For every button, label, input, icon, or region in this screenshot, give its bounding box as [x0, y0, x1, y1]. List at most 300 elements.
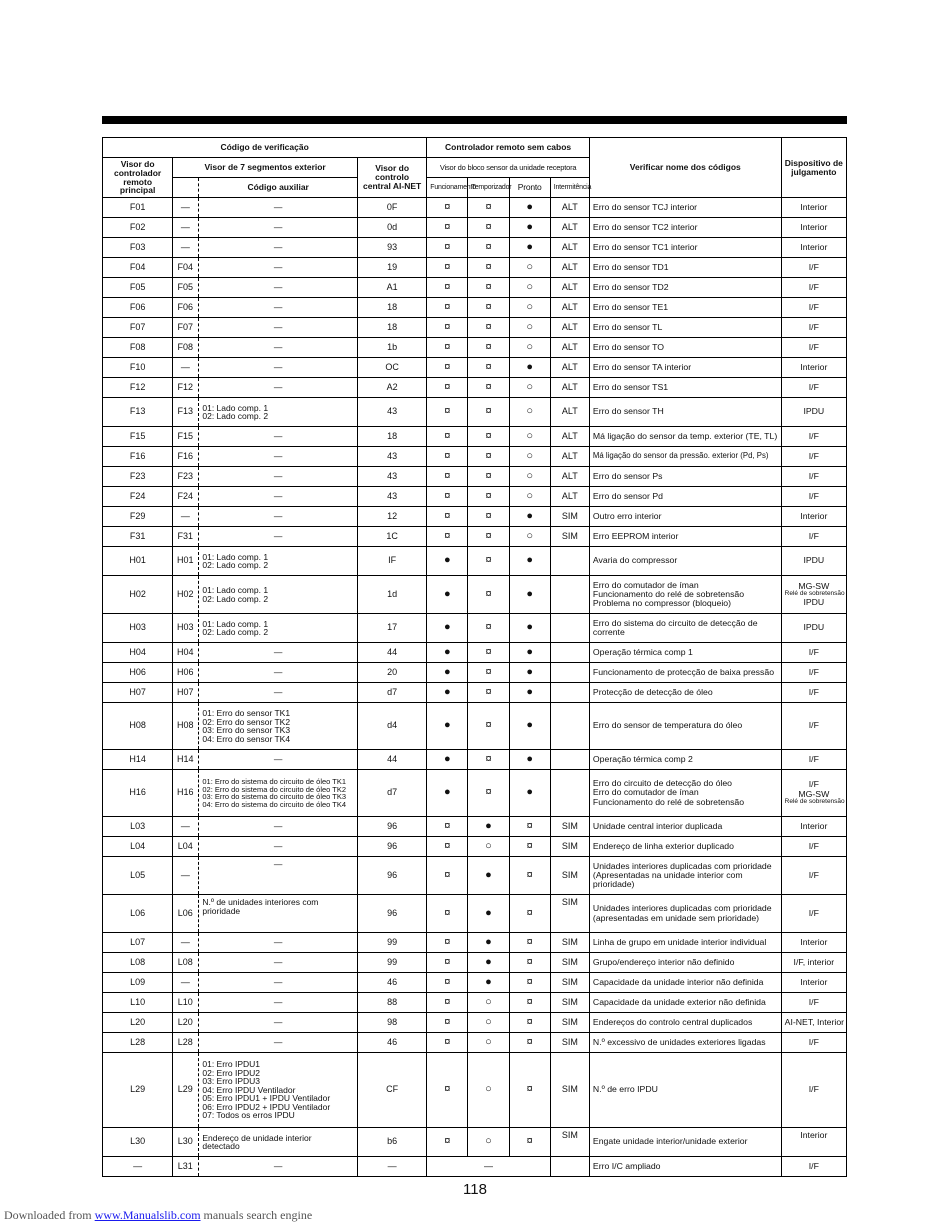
segment-code: L04: [173, 837, 199, 857]
op-lamp: [427, 338, 468, 358]
table-row: [103, 770, 847, 817]
table-row: [103, 837, 847, 857]
ainet-code: 12: [357, 507, 426, 527]
ainet-code: 1b: [357, 338, 426, 358]
segment-code: F13: [173, 398, 199, 427]
flash-lamp-icon: ¤: [526, 1035, 533, 1048]
flash-lamp-icon: ¤: [444, 839, 451, 852]
aux-code: [199, 198, 358, 218]
judge-device: [781, 358, 846, 378]
filled-circle-icon: ●: [526, 220, 533, 233]
table-row: [103, 973, 847, 993]
op-lamp: [427, 973, 468, 993]
ainet-code: 96: [357, 837, 426, 857]
download-prefix: Downloaded from: [4, 1208, 95, 1222]
check-code-name: [589, 933, 781, 953]
aux-code: [199, 614, 358, 643]
aux-code: [199, 1128, 358, 1157]
judge-device-line: Interior: [800, 1130, 828, 1140]
timer-lamp: [468, 547, 509, 576]
check-code-name: [589, 467, 781, 487]
op-lamp: [427, 238, 468, 258]
judge-device: [781, 895, 846, 933]
check-code-name: [589, 683, 781, 703]
ready-lamp: [509, 1128, 550, 1157]
timer-lamp: [468, 278, 509, 298]
header-seg7: Visor de 7 segmentos exterior: [173, 158, 358, 178]
manualslib-link[interactable]: www.Manualslib.com: [94, 1208, 201, 1222]
ainet-code: 18: [357, 318, 426, 338]
ainet-code: A2: [357, 378, 426, 398]
timer-lamp: [468, 258, 509, 278]
timer-lamp: [468, 298, 509, 318]
flash-mode: ALT: [550, 487, 589, 507]
aux-code-line: 01: Erro IPDU1: [202, 1059, 260, 1070]
segment-code: —: [173, 238, 199, 258]
flash-mode: ALT: [550, 398, 589, 427]
ainet-code: 18: [357, 298, 426, 318]
flash-lamp-icon: ¤: [526, 819, 533, 832]
filled-circle-icon: ●: [444, 621, 451, 634]
judge-device-line: I/F: [808, 1160, 819, 1171]
aux-code: [199, 427, 358, 447]
op-lamp: [427, 298, 468, 318]
segment-code: H07: [173, 683, 199, 703]
op-lamp: [427, 447, 468, 467]
timer-lamp: [468, 837, 509, 857]
main-remote-code: F01: [103, 198, 173, 218]
op-lamp: [427, 663, 468, 683]
op-lamp: [427, 1013, 468, 1033]
ready-lamp: [509, 427, 550, 447]
aux-code-line: —: [273, 362, 283, 373]
op-lamp: [427, 576, 468, 614]
flash-lamp-icon: ¤: [444, 260, 451, 273]
flash-lamp-icon: ¤: [485, 260, 492, 273]
table-row: [103, 467, 847, 487]
check-code-name-line: Erro do sensor Ps: [592, 470, 663, 481]
ainet-code: 0F: [357, 198, 426, 218]
segment-code: F05: [173, 278, 199, 298]
ainet-code: 19: [357, 258, 426, 278]
segment-code: F31: [173, 527, 199, 547]
timer-lamp: [468, 1013, 509, 1033]
timer-lamp: [468, 507, 509, 527]
aux-code-line: —: [273, 342, 283, 353]
flash-lamp-icon: ¤: [444, 340, 451, 353]
filled-circle-icon: ●: [444, 665, 451, 678]
aux-code-line: —: [273, 451, 283, 462]
header-ready: Pronto: [509, 178, 550, 198]
flash-lamp-icon: ¤: [444, 1015, 451, 1028]
judge-device: [781, 1013, 846, 1033]
flash-lamp-icon: ¤: [444, 380, 451, 393]
flash-lamp-icon: ¤: [485, 380, 492, 393]
aux-code-line: 06: Erro IPDU2 + IPDU Ventilador: [202, 1101, 331, 1112]
filled-circle-icon: ●: [526, 752, 533, 765]
timer-lamp: [468, 198, 509, 218]
filled-circle-icon: ●: [526, 645, 533, 658]
filled-circle-icon: ●: [485, 935, 492, 948]
judge-device: [781, 238, 846, 258]
judge-device-line: Interior: [800, 510, 828, 521]
timer-lamp: [468, 238, 509, 258]
flash-lamp-icon: ¤: [444, 469, 451, 482]
hollow-circle-icon: ○: [526, 300, 533, 313]
segment-code: F06: [173, 298, 199, 318]
ready-lamp: [509, 683, 550, 703]
table-row: [103, 238, 847, 258]
op-lamp: [427, 278, 468, 298]
flash-lamp-icon: ¤: [485, 300, 492, 313]
flash-mode: ALT: [550, 427, 589, 447]
ready-lamp: [509, 527, 550, 547]
ainet-code: 43: [357, 467, 426, 487]
main-remote-code: —: [103, 1157, 173, 1177]
check-code-name: [589, 993, 781, 1013]
main-remote-code: L08: [103, 953, 173, 973]
ainet-code: 43: [357, 447, 426, 467]
check-code-name-line: Operação térmica comp 1: [592, 646, 693, 657]
table-row: [103, 338, 847, 358]
hollow-circle-icon: ○: [526, 469, 533, 482]
op-lamp: [427, 643, 468, 663]
aux-code: [199, 953, 358, 973]
ainet-code: b6: [357, 1128, 426, 1157]
check-code-name-line: Erro do comutador de íman: [592, 579, 699, 590]
flash-mode: SIM: [550, 527, 589, 547]
ainet-code: OC: [357, 358, 426, 378]
table-row: [103, 857, 847, 895]
check-code-name-line: Erro do sensor TC1 interior: [592, 241, 698, 252]
flash-lamp-icon: ¤: [485, 280, 492, 293]
check-code-name: [589, 837, 781, 857]
ainet-code: IF: [357, 547, 426, 576]
flash-lamp-icon: ¤: [485, 645, 492, 658]
hollow-circle-icon: ○: [485, 1135, 492, 1148]
error-code-table: [102, 137, 847, 1177]
ready-lamp: [509, 1013, 550, 1033]
check-code-name: [589, 378, 781, 398]
segment-code: F07: [173, 318, 199, 338]
segment-code: —: [173, 973, 199, 993]
segment-code: H06: [173, 663, 199, 683]
check-code-name: [589, 427, 781, 447]
aux-code-line: —: [273, 242, 283, 253]
table-row: [103, 953, 847, 973]
filled-circle-icon: ●: [444, 752, 451, 765]
judge-device-line: Interior: [800, 201, 828, 212]
aux-code-line: —: [273, 997, 283, 1008]
table-row: [103, 817, 847, 837]
download-suffix: manuals search engine: [200, 1208, 313, 1222]
check-code-name-line: Erro do sensor TH: [592, 406, 664, 417]
ready-lamp: [509, 973, 550, 993]
ready-lamp: [509, 1053, 550, 1128]
flash-mode: ALT: [550, 198, 589, 218]
flash-lamp-icon: ¤: [485, 469, 492, 482]
table-row: [103, 298, 847, 318]
flash-mode: ALT: [550, 338, 589, 358]
segment-code: —: [173, 218, 199, 238]
check-code-name: [589, 817, 781, 837]
filled-circle-icon: ●: [526, 360, 533, 373]
table-row: [103, 427, 847, 447]
judge-device: [781, 547, 846, 576]
check-code-name-line: Linha de grupo em unidade interior individual: [592, 936, 767, 947]
op-lamp: [427, 933, 468, 953]
aux-code-line: N.º de unidades interiores com: [202, 897, 319, 907]
segment-code: —: [173, 507, 199, 527]
aux-code-line: prioridade: [202, 905, 241, 916]
aux-code-line: —: [273, 491, 283, 502]
header-op: Funcionamento: [427, 178, 468, 198]
judge-device-line: Relé de sobretensão: [784, 797, 845, 805]
table-row: [103, 258, 847, 278]
judge-device: [781, 993, 846, 1013]
judge-device-line: I/F: [808, 646, 819, 657]
flash-lamp-icon: ¤: [444, 529, 451, 542]
aux-code-line: —: [273, 282, 283, 293]
check-code-name-line: Erro do sensor TD1: [592, 261, 669, 272]
check-code-name-line: N.º excessivo de unidades exteriores ligadas: [592, 1036, 766, 1047]
hollow-circle-icon: ○: [485, 1035, 492, 1048]
timer-lamp: [468, 1128, 509, 1157]
judge-device: [781, 1053, 846, 1128]
judge-device: [781, 338, 846, 358]
aux-code-line: —: [273, 1037, 283, 1048]
judge-device-line: I/F: [808, 301, 819, 312]
aux-code-line: —: [273, 511, 283, 522]
flash-lamp-icon: ¤: [444, 935, 451, 948]
flash-mode: SIM: [550, 993, 589, 1013]
aux-code-line: —: [273, 687, 283, 698]
header-ainet: Visor do controlo central AI-NET: [357, 158, 426, 198]
check-code-name: [589, 1128, 781, 1157]
ainet-code: 20: [357, 663, 426, 683]
table-row: [103, 750, 847, 770]
aux-code: [199, 218, 358, 238]
table-row: [103, 398, 847, 427]
main-remote-code: F29: [103, 507, 173, 527]
judge-device: [781, 527, 846, 547]
timer-lamp: [468, 953, 509, 973]
flash-mode: ALT: [550, 278, 589, 298]
op-lamp: [427, 953, 468, 973]
check-code-name-line: Unidades interiores duplicadas com prioridade: [592, 903, 772, 914]
ready-lamp: [509, 750, 550, 770]
table-row: [103, 487, 847, 507]
timer-lamp: [468, 614, 509, 643]
judge-device: [781, 683, 846, 703]
op-lamp: [427, 837, 468, 857]
ainet-code: 0d: [357, 218, 426, 238]
op-lamp: [427, 378, 468, 398]
aux-code-line: —: [273, 202, 283, 213]
check-code-name: [589, 973, 781, 993]
ainet-code: 1d: [357, 576, 426, 614]
aux-code-line: —: [273, 471, 283, 482]
ainet-code: 98: [357, 1013, 426, 1033]
flash-lamp-icon: ¤: [444, 320, 451, 333]
segment-code: H14: [173, 750, 199, 770]
judge-device: [781, 1128, 846, 1157]
flash-lamp-icon: ¤: [444, 1135, 451, 1148]
filled-circle-icon: ●: [444, 554, 451, 567]
filled-circle-icon: ●: [526, 719, 533, 732]
flash-mode: [550, 750, 589, 770]
check-code-name-line: Má ligação do sensor da pressão. exterior (Pd, Ps): [592, 451, 769, 461]
table-row: [103, 358, 847, 378]
hollow-circle-icon: ○: [526, 340, 533, 353]
main-remote-code: F31: [103, 527, 173, 547]
table-row: [103, 993, 847, 1013]
segment-code: L30: [173, 1128, 199, 1157]
aux-code-line: —: [273, 1161, 283, 1172]
ready-lamp: [509, 338, 550, 358]
ready-lamp: [509, 817, 550, 837]
flash-lamp-icon: ¤: [444, 509, 451, 522]
judge-device-line: IPDU: [803, 406, 825, 417]
segment-code: H08: [173, 703, 199, 750]
main-remote-code: H14: [103, 750, 173, 770]
aux-code: [199, 278, 358, 298]
flash-lamp-icon: ¤: [444, 1035, 451, 1048]
aux-code-line: detectado: [202, 1141, 240, 1151]
hollow-circle-icon: ○: [526, 489, 533, 502]
flash-lamp-icon: ¤: [485, 786, 492, 799]
table-row: [103, 1157, 847, 1177]
ainet-code: 96: [357, 895, 426, 933]
flash-lamp-icon: ¤: [526, 906, 533, 919]
aux-code-line: 02: Lado comp. 2: [202, 627, 269, 637]
table-row: [103, 547, 847, 576]
ready-lamp: [509, 643, 550, 663]
timer-lamp: [468, 993, 509, 1013]
flash-lamp-icon: ¤: [444, 405, 451, 418]
aux-code-line: —: [273, 821, 283, 832]
aux-code-line: 01: Erro do sistema do circuito de óleo TK1: [202, 777, 347, 786]
main-remote-code: H06: [103, 663, 173, 683]
timer-lamp: [468, 973, 509, 993]
check-code-name-line: Erro EEPROM interior: [592, 530, 679, 541]
check-code-name: [589, 703, 781, 750]
segment-code: —: [173, 198, 199, 218]
judge-device-line: Interior: [800, 221, 828, 232]
aux-code-line: 01: Lado comp. 1: [202, 551, 269, 562]
aux-code-line: 04: Erro IPDU Ventilador: [202, 1084, 296, 1095]
flash-lamp-icon: ¤: [485, 220, 492, 233]
ready-lamp: [509, 703, 550, 750]
judge-device: [781, 750, 846, 770]
op-lamp: [427, 683, 468, 703]
op-lamp: [427, 703, 468, 750]
check-code-name: [589, 895, 781, 933]
judge-device: [781, 770, 846, 817]
check-code-name-line: Erro do sensor TS1: [592, 381, 669, 392]
judge-device-line: IPDU: [803, 622, 825, 633]
ready-lamp: [509, 547, 550, 576]
flash-mode: ALT: [550, 318, 589, 338]
download-notice: [4, 1208, 312, 1223]
table-row: [103, 218, 847, 238]
ready-lamp: [509, 933, 550, 953]
flash-lamp-icon: ¤: [485, 685, 492, 698]
table-row: [103, 933, 847, 953]
judge-device: [781, 1033, 846, 1053]
segment-code: —: [173, 817, 199, 837]
aux-code-line: —: [273, 841, 283, 852]
flash-mode: ALT: [550, 298, 589, 318]
ready-lamp: [509, 614, 550, 643]
flash-lamp-icon: ¤: [444, 955, 451, 968]
ready-lamp: [509, 993, 550, 1013]
main-remote-code: L06: [103, 895, 173, 933]
check-code-name: [589, 447, 781, 467]
flash-mode: SIM: [550, 1128, 589, 1157]
aux-code: [199, 837, 358, 857]
timer-lamp: [468, 318, 509, 338]
filled-circle-icon: ●: [485, 906, 492, 919]
check-code-name-line: Unidade central interior duplicada: [592, 820, 723, 831]
check-code-name-line: Erro I/C ampliado: [592, 1160, 661, 1171]
aux-code-line: 01: Erro do sensor TK1: [202, 708, 291, 718]
table-row: [103, 278, 847, 298]
segment-code: F08: [173, 338, 199, 358]
flash-lamp-icon: ¤: [485, 320, 492, 333]
filled-circle-icon: ●: [526, 665, 533, 678]
aux-code: [199, 973, 358, 993]
table-row: [103, 1033, 847, 1053]
flash-lamp-icon: ¤: [444, 429, 451, 442]
judge-device-line: IPDU: [803, 596, 825, 607]
ainet-code: 88: [357, 993, 426, 1013]
timer-lamp: [468, 527, 509, 547]
segment-code: F04: [173, 258, 199, 278]
aux-code-line: 03: Erro IPDU3: [202, 1076, 260, 1087]
ready-lamp: [509, 487, 550, 507]
judge-device-line: I/F: [808, 1084, 819, 1095]
main-remote-code: F05: [103, 278, 173, 298]
segment-code: —: [173, 857, 199, 895]
flash-lamp-icon: ¤: [444, 220, 451, 233]
flash-lamp-icon: ¤: [526, 868, 533, 881]
aux-code-line: Endereço de unidade interior: [202, 1132, 312, 1143]
check-code-name-line: Erro do sensor TL: [592, 321, 663, 332]
flash-lamp-icon: ¤: [485, 340, 492, 353]
judge-device-line: I/F: [808, 907, 819, 918]
op-lamp: [427, 750, 468, 770]
aux-code-line: 03: Erro do sensor TK3: [202, 725, 291, 735]
ainet-code: d4: [357, 703, 426, 750]
ready-lamp: [509, 953, 550, 973]
timer-lamp: [468, 467, 509, 487]
timer-lamp: [468, 750, 509, 770]
flash-lamp-icon: ¤: [526, 935, 533, 948]
ainet-code: CF: [357, 1053, 426, 1128]
ready-lamp: [509, 663, 550, 683]
timer-lamp: [468, 857, 509, 895]
flash-lamp-icon: ¤: [526, 995, 533, 1008]
aux-code: [199, 378, 358, 398]
table-row: [103, 614, 847, 643]
aux-code: [199, 547, 358, 576]
hollow-circle-icon: ○: [485, 995, 492, 1008]
ready-lamp: [509, 467, 550, 487]
check-code-name: [589, 953, 781, 973]
ainet-code: d7: [357, 770, 426, 817]
check-code-name: [589, 1053, 781, 1128]
